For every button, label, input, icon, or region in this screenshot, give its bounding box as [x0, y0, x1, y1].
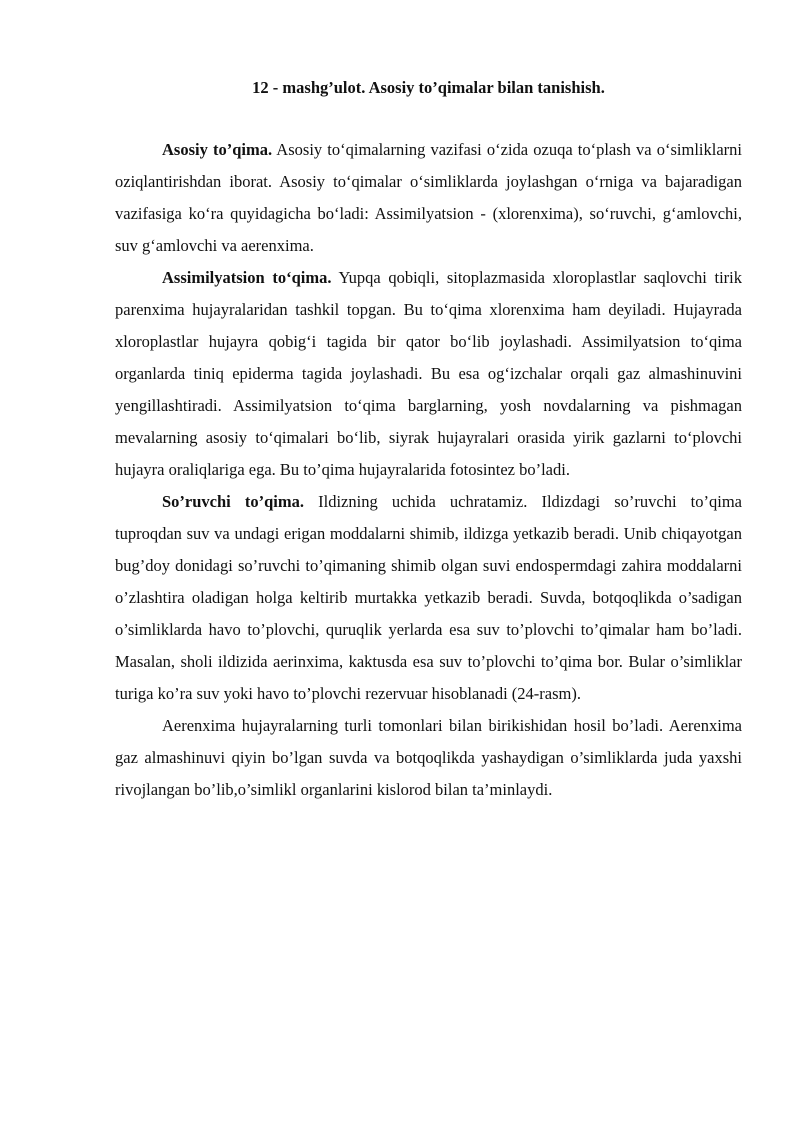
paragraph-aerenxima [115, 710, 742, 806]
paragraph-soruvchi-toqima [115, 486, 742, 710]
paragraph-text: Aerenxima hujayralarning turli tomonlari bilan birikishidan hosil bo’ladi. Aerenxima gaz almashinuvi qiyin bo’lgan suvda va botqoqlikda yashaydigan o’simliklarda juda yaxshi rivojlangan bo’lib,o’simlikl organlarini kislorod bilan ta’minlaydi. [115, 716, 742, 799]
paragraph-asosiy-toqima [115, 134, 742, 262]
paragraph-text: Ildizning uchida uchratamiz. Ildizdagi so’ruvchi to’qima tuproqdan suv va undagi erigan moddalarni shimib, ildizga yetkazib beradi. Unib chiqayotgan bug’doy donidagi so’ruvchi to’qimaning shimib olgan suvi endospermdagi zahira moddalarni o’zlashtira oladigan holga keltirib murtakka yetkazib beradi. Suvda, botqoqlikda o’sadigan o’simliklarda havo to’plovchi, quruqlik yerlarda esa suv to’plovchi to’qimalar ham bo’ladi. Masalan, sholi ildizida aerinxima, kaktusda esa suv to’plovchi to’qima bor. Bular o’simliklar turiga ko’ra suv yoki havo to’plovchi rezervuar hisoblanadi (24-rasm). [115, 492, 742, 703]
paragraph-lead: Assimilyatsion to‘qima. [162, 268, 332, 287]
paragraph-text: Asosiy to‘qimalarning vazifasi o‘zida ozuqa to‘plash va o‘simliklarni oziqlantirishdan iborat. Asosiy to‘qimalar o‘simliklarda joylashgan o‘rniga va bajaradigan vazifasiga ko‘ra quyidagicha bo‘ladi: Assimilyatsion - (xlorenxima), so‘ruvchi, g‘amlovchi, suv g‘amlovchi va aerenxima. [115, 140, 742, 255]
paragraph-assimilyatsion-toqima [115, 262, 742, 486]
page-title: 12 - mashg’ulot. Asosiy to’qimalar bilan tanishish. [252, 78, 605, 97]
paragraph-lead: Asosiy to’qima. [162, 140, 273, 159]
paragraph-lead: So’ruvchi to’qima. [162, 492, 304, 511]
paragraph-text: Yupqa qobiqli, sitoplazmasida xloroplastlar saqlovchi tirik parenxima hujayralaridan tashkil topgan. Bu to‘qima xlorenxima ham deyiladi. Hujayrada xloroplastlar hujayra qobig‘i tagida bir qator bo‘lib joylashadi. Assimilyatsion to‘qima organlarda tiniq epiderma tagida joylashadi. Bu esa og‘izchalar orqali gaz almashinuvini yengillashtiradi. Assimilyatsion to‘qima barglarning, yosh novdalarning va pishmagan mevalarning asosiy to‘qimalari bo‘lib, siyrak hujayralari orasida yirik gazlarni to‘plovchi hujayra oraliqlariga ega. Bu to’qima hujayralarida fotosintez bo’ladi. [115, 268, 742, 479]
document-page [115, 76, 742, 806]
